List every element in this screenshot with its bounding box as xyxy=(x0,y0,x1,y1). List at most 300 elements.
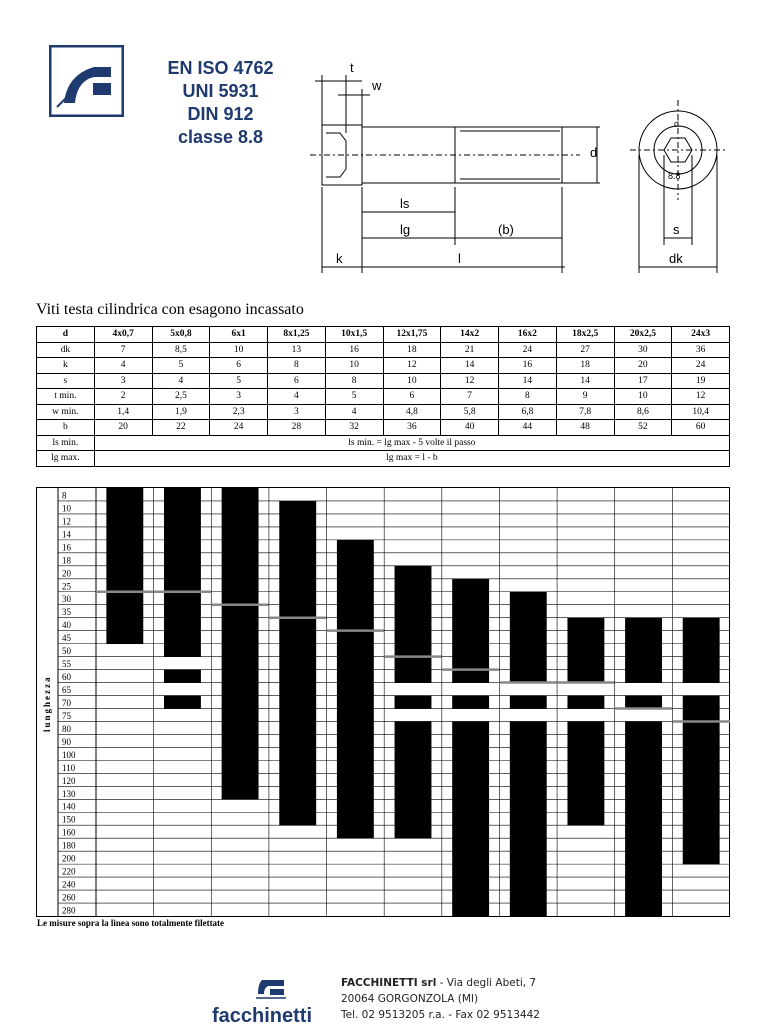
dim-d: d xyxy=(590,145,598,160)
table-cell: 17 xyxy=(614,373,672,389)
table-row xyxy=(37,342,730,358)
availability-bar xyxy=(510,825,547,838)
availability-bar xyxy=(222,540,259,553)
availability-bar xyxy=(164,566,201,579)
availability-bar xyxy=(625,812,662,825)
availability-bar xyxy=(567,812,604,825)
availability-bar xyxy=(510,657,547,670)
table-cell: 10 xyxy=(383,373,441,389)
availability-bar xyxy=(222,708,259,721)
availability-bar xyxy=(222,501,259,514)
table-cell: 4 xyxy=(325,404,383,420)
availability-bar xyxy=(395,618,432,631)
availability-bar xyxy=(452,605,489,618)
row-label: t min. xyxy=(37,389,95,405)
availability-bar xyxy=(395,644,432,657)
availability-bar xyxy=(106,631,143,644)
property-class: classe 8.8 xyxy=(177,127,264,147)
availability-bar xyxy=(279,786,316,799)
availability-bar xyxy=(567,760,604,773)
table-cell: 5 xyxy=(325,389,383,405)
availability-bar xyxy=(625,903,662,916)
table-cell: 7 xyxy=(94,342,152,358)
availability-bar xyxy=(452,657,489,670)
length-label: 70 xyxy=(62,697,71,708)
availability-bar xyxy=(106,592,143,605)
length-label: 80 xyxy=(62,723,71,734)
table-cell: 6 xyxy=(383,389,441,405)
length-label: 25 xyxy=(62,581,71,592)
availability-bar xyxy=(625,825,662,838)
table-row xyxy=(37,451,730,467)
length-label: 220 xyxy=(62,866,76,877)
availability-bar xyxy=(106,488,143,501)
table-cell: 12 xyxy=(441,373,499,389)
availability-bar xyxy=(683,851,720,864)
availability-bar xyxy=(567,734,604,747)
length-label: 120 xyxy=(62,775,76,786)
availability-bar xyxy=(279,670,316,683)
row-label: b xyxy=(37,420,95,436)
availability-bar xyxy=(452,890,489,903)
availability-bar xyxy=(164,540,201,553)
length-label: 18 xyxy=(62,555,71,566)
availability-bar xyxy=(164,644,201,657)
size-header: 16x2 xyxy=(499,327,557,343)
availability-bar xyxy=(567,631,604,644)
availability-bar xyxy=(683,799,720,812)
availability-bar xyxy=(395,799,432,812)
availability-bar xyxy=(452,631,489,644)
availability-bar xyxy=(452,579,489,592)
table-cell: 40 xyxy=(441,420,499,436)
length-label: 16 xyxy=(62,542,71,553)
availability-bar xyxy=(510,799,547,812)
dim-lg: lg xyxy=(400,222,411,237)
availability-bar xyxy=(510,605,547,618)
availability-bar xyxy=(625,657,662,670)
length-chart xyxy=(36,487,730,917)
availability-bar xyxy=(510,812,547,825)
company-address: - Via degli Abeti, 7 xyxy=(436,977,537,989)
table-cell: 14 xyxy=(556,373,614,389)
availability-bar xyxy=(222,618,259,631)
availability-bar xyxy=(395,760,432,773)
availability-bar xyxy=(510,838,547,851)
availability-bar xyxy=(510,773,547,786)
availability-bar xyxy=(395,696,432,709)
availability-bar xyxy=(279,773,316,786)
table-cell: 2 xyxy=(94,389,152,405)
dim-k: k xyxy=(336,251,343,266)
availability-bar xyxy=(337,579,374,592)
length-label: 40 xyxy=(62,620,71,631)
availability-bar xyxy=(625,631,662,644)
availability-bar xyxy=(625,877,662,890)
availability-bar xyxy=(337,670,374,683)
availability-bar xyxy=(625,799,662,812)
availability-bar xyxy=(683,618,720,631)
dim-dk: dk xyxy=(669,251,683,266)
availability-bar xyxy=(395,592,432,605)
availability-bar xyxy=(337,644,374,657)
table-cell: 5,8 xyxy=(441,404,499,420)
table-cell: 60 xyxy=(672,420,730,436)
availability-bar xyxy=(164,592,201,605)
availability-bar xyxy=(625,890,662,903)
availability-bar xyxy=(279,501,316,514)
table-cell: 24 xyxy=(210,420,268,436)
row-label: dk xyxy=(37,342,95,358)
dim-b: (b) xyxy=(498,222,514,237)
dim-l: l xyxy=(458,251,461,266)
availability-bar xyxy=(395,579,432,592)
availability-bar xyxy=(106,566,143,579)
availability-bar xyxy=(567,786,604,799)
availability-bar xyxy=(164,579,201,592)
table-cell: 12 xyxy=(672,389,730,405)
availability-bar xyxy=(279,696,316,709)
availability-bar xyxy=(452,592,489,605)
availability-bar xyxy=(567,721,604,734)
size-header: 5x0,8 xyxy=(152,327,210,343)
availability-bar xyxy=(452,721,489,734)
availability-bar xyxy=(567,799,604,812)
table-cell: 20 xyxy=(94,420,152,436)
availability-bar xyxy=(683,760,720,773)
table-cell: 24 xyxy=(672,358,730,374)
row-label: lg max. xyxy=(37,451,95,467)
length-label: 55 xyxy=(62,659,71,670)
availability-bar xyxy=(510,721,547,734)
table-cell: 19 xyxy=(672,373,730,389)
table-cell: 4 xyxy=(152,373,210,389)
availability-bar xyxy=(395,812,432,825)
length-label: 260 xyxy=(62,892,76,903)
availability-bar xyxy=(395,670,432,683)
length-label: 90 xyxy=(62,736,71,747)
length-label: 200 xyxy=(62,853,76,864)
length-label: 20 xyxy=(62,568,71,579)
availability-bar xyxy=(279,631,316,644)
table-cell: 8 xyxy=(268,358,326,374)
availability-bar xyxy=(567,618,604,631)
table-cell: 20 xyxy=(614,358,672,374)
standard-uni: UNI 5931 xyxy=(182,81,259,101)
availability-bar xyxy=(452,877,489,890)
availability-bar xyxy=(279,527,316,540)
availability-bar xyxy=(279,708,316,721)
length-label: 110 xyxy=(62,762,76,773)
availability-bar xyxy=(279,683,316,696)
availability-bar xyxy=(337,683,374,696)
company-name: FACCHINETTI srl xyxy=(341,977,437,989)
table-cell: 14 xyxy=(441,358,499,374)
availability-bar xyxy=(222,670,259,683)
availability-bar xyxy=(106,579,143,592)
availability-bar xyxy=(395,786,432,799)
availability-bar xyxy=(337,760,374,773)
availability-bar xyxy=(222,786,259,799)
dim-w: w xyxy=(372,78,382,93)
table-corner: d xyxy=(37,327,95,343)
ls-formula: ls min. = lg max - 5 volte il passo xyxy=(94,435,729,451)
availability-bar xyxy=(222,721,259,734)
availability-bar xyxy=(337,786,374,799)
availability-bar xyxy=(567,696,604,709)
row-label: k xyxy=(37,358,95,374)
availability-bar xyxy=(106,553,143,566)
length-label: 160 xyxy=(62,827,76,838)
availability-bar xyxy=(279,644,316,657)
table-cell: 24 xyxy=(499,342,557,358)
table-cell: 16 xyxy=(499,358,557,374)
availability-bar xyxy=(337,812,374,825)
table-cell: 48 xyxy=(556,420,614,436)
availability-bar xyxy=(510,760,547,773)
length-label: 75 xyxy=(62,710,71,721)
dim-t: t xyxy=(350,60,354,75)
availability-bar xyxy=(625,851,662,864)
availability-bar xyxy=(567,747,604,760)
availability-bar xyxy=(222,566,259,579)
table-cell: 3 xyxy=(94,373,152,389)
availability-bar xyxy=(106,501,143,514)
length-label: 14 xyxy=(62,529,71,540)
table-cell: 6 xyxy=(210,358,268,374)
availability-bar xyxy=(106,605,143,618)
availability-bar xyxy=(683,670,720,683)
table-cell: 21 xyxy=(441,342,499,358)
availability-bar xyxy=(106,540,143,553)
table-cell: 10 xyxy=(325,358,383,374)
availability-bar xyxy=(279,799,316,812)
company-info xyxy=(341,975,540,1023)
table-cell: 10,4 xyxy=(672,404,730,420)
availability-bar xyxy=(452,851,489,864)
table-row xyxy=(37,420,730,436)
availability-bar xyxy=(337,708,374,721)
availability-bar xyxy=(625,747,662,760)
table-cell: 8,5 xyxy=(152,342,210,358)
availability-bar xyxy=(279,721,316,734)
availability-bar xyxy=(279,592,316,605)
availability-bar xyxy=(222,644,259,657)
length-label: 50 xyxy=(62,646,71,657)
footer-brand: facchinetti xyxy=(212,1005,313,1024)
length-label: 60 xyxy=(62,672,71,683)
availability-bar xyxy=(625,786,662,799)
table-cell: 3 xyxy=(210,389,268,405)
availability-bar xyxy=(164,488,201,501)
availability-bar xyxy=(395,605,432,618)
availability-bar xyxy=(510,890,547,903)
availability-bar xyxy=(279,812,316,825)
table-cell: 1,9 xyxy=(152,404,210,420)
availability-bar xyxy=(452,786,489,799)
size-header: 6x1 xyxy=(210,327,268,343)
availability-bar xyxy=(683,708,720,721)
company-city: 20064 GORGONZOLA (MI) xyxy=(341,993,479,1005)
head-mark-d: d xyxy=(674,119,680,129)
table-row xyxy=(37,358,730,374)
availability-bar xyxy=(452,670,489,683)
table-row xyxy=(37,404,730,420)
table-cell: 8 xyxy=(325,373,383,389)
availability-bar xyxy=(395,825,432,838)
availability-bar xyxy=(510,747,547,760)
table-cell: 14 xyxy=(499,373,557,389)
availability-bar xyxy=(625,618,662,631)
availability-bar xyxy=(510,903,547,916)
table-cell: 27 xyxy=(556,342,614,358)
availability-bar xyxy=(625,773,662,786)
table-cell: 8 xyxy=(499,389,557,405)
table-cell: 6,8 xyxy=(499,404,557,420)
size-header: 20x2,5 xyxy=(614,327,672,343)
availability-bar xyxy=(222,527,259,540)
standard-din: DIN 912 xyxy=(187,104,254,124)
lg-formula: lg max = l - b xyxy=(94,451,729,467)
availability-bar xyxy=(510,631,547,644)
availability-bar xyxy=(510,618,547,631)
table-cell: 13 xyxy=(268,342,326,358)
table-cell: 6 xyxy=(268,373,326,389)
availability-bar xyxy=(683,657,720,670)
length-label: 65 xyxy=(62,685,71,696)
availability-bar xyxy=(222,773,259,786)
table-cell: 1,4 xyxy=(94,404,152,420)
availability-bar xyxy=(337,747,374,760)
availability-bar xyxy=(106,527,143,540)
length-label: 10 xyxy=(62,503,71,514)
availability-bar xyxy=(279,566,316,579)
page-title: Viti testa cilindrica con esagono incassato xyxy=(36,301,304,318)
availability-bar xyxy=(164,670,201,683)
table-cell: 9 xyxy=(556,389,614,405)
availability-bar xyxy=(164,553,201,566)
availability-bar xyxy=(395,773,432,786)
availability-bar xyxy=(164,527,201,540)
availability-bar xyxy=(510,786,547,799)
availability-bar xyxy=(452,747,489,760)
availability-bar xyxy=(222,696,259,709)
availability-bar xyxy=(337,773,374,786)
table-cell: 18 xyxy=(556,358,614,374)
availability-bar xyxy=(222,605,259,618)
availability-bar xyxy=(222,734,259,747)
availability-bar xyxy=(510,851,547,864)
availability-bar xyxy=(683,696,720,709)
length-label: 130 xyxy=(62,788,76,799)
availability-bar xyxy=(510,864,547,877)
size-header: 24x3 xyxy=(672,327,730,343)
size-header: 14x2 xyxy=(441,327,499,343)
table-cell: 44 xyxy=(499,420,557,436)
availability-bar xyxy=(164,501,201,514)
availability-bar xyxy=(567,773,604,786)
availability-bar xyxy=(164,618,201,631)
availability-bar xyxy=(452,799,489,812)
table-cell: 5 xyxy=(152,358,210,374)
spec-table xyxy=(36,326,730,467)
table-cell: 8,6 xyxy=(614,404,672,420)
availability-bar xyxy=(106,514,143,527)
length-label: 8 xyxy=(62,490,67,501)
availability-bar xyxy=(164,631,201,644)
availability-bar xyxy=(337,696,374,709)
availability-bar xyxy=(337,540,374,553)
availability-bar xyxy=(625,670,662,683)
row-label: s xyxy=(37,373,95,389)
table-cell: 32 xyxy=(325,420,383,436)
availability-bar xyxy=(222,683,259,696)
length-label: 180 xyxy=(62,840,76,851)
availability-bar xyxy=(106,618,143,631)
dim-s: s xyxy=(673,222,680,237)
table-cell: 22 xyxy=(152,420,210,436)
length-label: 240 xyxy=(62,879,76,890)
availability-bar xyxy=(452,644,489,657)
availability-bar xyxy=(279,579,316,592)
availability-bar xyxy=(279,514,316,527)
availability-bar xyxy=(337,553,374,566)
availability-bar xyxy=(222,747,259,760)
availability-bar xyxy=(510,696,547,709)
table-cell: 7 xyxy=(441,389,499,405)
table-cell: 30 xyxy=(614,342,672,358)
availability-bar xyxy=(222,631,259,644)
availability-bar xyxy=(625,721,662,734)
table-cell: 2,5 xyxy=(152,389,210,405)
table-cell: 2,3 xyxy=(210,404,268,420)
company-phone: Tel. 02 9513205 r.a. - Fax 02 9513442 xyxy=(341,1009,540,1021)
table-cell: 3 xyxy=(268,404,326,420)
availability-bar xyxy=(337,721,374,734)
availability-bar xyxy=(452,773,489,786)
availability-bar xyxy=(625,734,662,747)
availability-bar xyxy=(683,838,720,851)
table-cell: 4,8 xyxy=(383,404,441,420)
availability-bar xyxy=(452,903,489,916)
availability-bar xyxy=(279,540,316,553)
size-header: 8x1,25 xyxy=(268,327,326,343)
table-row xyxy=(37,435,730,451)
availability-bar xyxy=(395,747,432,760)
availability-bar xyxy=(683,644,720,657)
availability-bar xyxy=(279,657,316,670)
availability-bar xyxy=(452,696,489,709)
size-header: 18x2,5 xyxy=(556,327,614,343)
table-cell: 36 xyxy=(672,342,730,358)
availability-bar xyxy=(164,696,201,709)
table-cell: 10 xyxy=(614,389,672,405)
table-row xyxy=(37,389,730,405)
footnote: Le misure sopra la linea sono totalmente filettate xyxy=(37,918,225,928)
availability-bar xyxy=(625,644,662,657)
length-label: 45 xyxy=(62,633,71,644)
table-cell: 16 xyxy=(325,342,383,358)
length-label: 30 xyxy=(62,594,71,605)
availability-bar xyxy=(279,618,316,631)
availability-bar xyxy=(222,760,259,773)
availability-bar xyxy=(567,644,604,657)
length-label: 35 xyxy=(62,607,71,618)
availability-bar xyxy=(395,721,432,734)
availability-bar xyxy=(337,631,374,644)
standards-block xyxy=(148,57,293,149)
availability-bar xyxy=(222,553,259,566)
